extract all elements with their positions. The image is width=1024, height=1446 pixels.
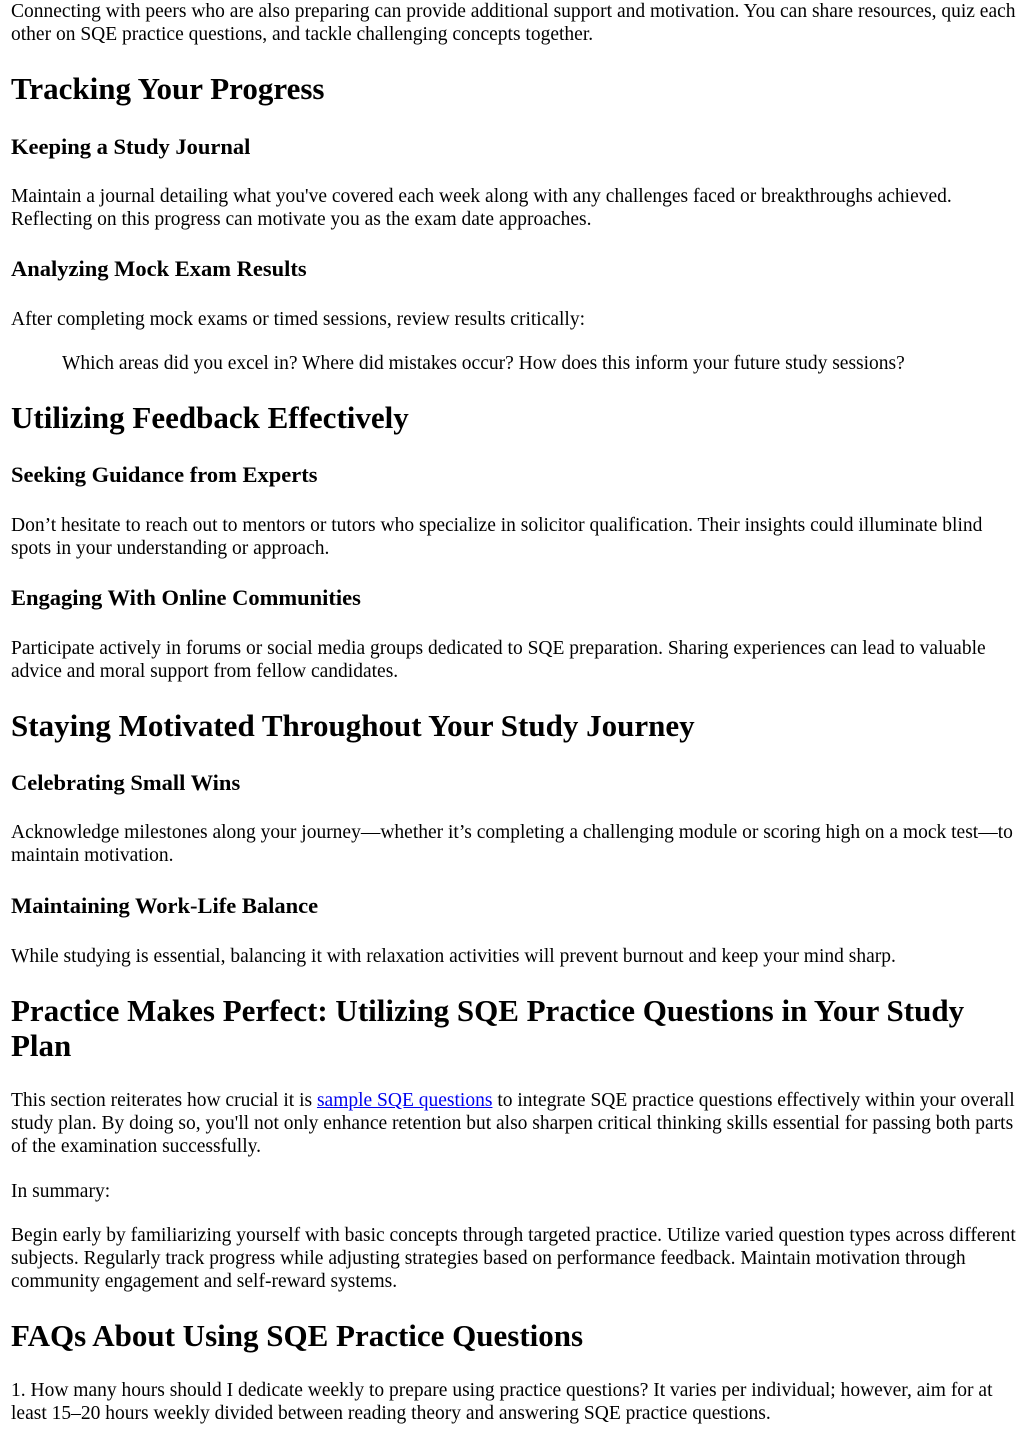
journal-heading: Keeping a Study Journal <box>11 134 251 159</box>
wins-heading: Celebrating Small Wins <box>11 770 241 795</box>
balance-heading: Maintaining Work-Life Balance <box>11 893 319 918</box>
wins-paragraph: Acknowledge milestones along your journey—whether it’s completing a challenging module or scoring high on a mock test—to maintain motivation. <box>11 822 1013 866</box>
motivation-heading: Staying Motivated Throughout Your Study Journey <box>11 708 695 743</box>
faqs-heading: FAQs About Using SQE Practice Questions <box>11 1318 584 1353</box>
mock-quote: Which areas did you excel in? Where did mistakes occur? How does this inform your future study sessions? <box>62 353 905 374</box>
online-heading: Engaging With Online Communities <box>11 585 361 610</box>
tracking-heading: Tracking Your Progress <box>11 71 325 106</box>
practice-heading: Practice Makes Perfect: Utilizing SQE Practice Questions in Your Study Plan <box>11 993 965 1063</box>
balance-paragraph: While studying is essential, balancing it with relaxation activities will prevent burnout and keep your mind sharp. <box>11 946 896 967</box>
journal-paragraph: Maintain a journal detailing what you've covered each week along with any challenges faced or breakthroughs achieved. Reflecting on this progress can motivate you as the exam date approaches. <box>11 186 952 230</box>
intro-paragraph: Connecting with peers who are also preparing can provide additional support and motivation. You can share resources, quiz each other on SQE practice questions, and tackle challenging concepts together. <box>11 1 1016 45</box>
practice-text-before: This section reiterates how crucial it is <box>11 1090 317 1111</box>
practice-paragraph <box>11 1089 1018 1158</box>
mock-paragraph: After completing mock exams or timed sessions, review results critically: <box>11 309 586 330</box>
mock-heading: Analyzing Mock Exam Results <box>11 256 307 281</box>
practice-text-after: to integrate SQE practice questions effectively within your overall study plan. By doing so, you'll not only enhance retention but also sharpen critical thinking skills essential for passing both parts of the examination successfully. <box>11 1090 1015 1157</box>
summary-paragraph: Begin early by familiarizing yourself with basic concepts through targeted practice. Utilize varied question types across different subjects. Regularly track progress while adjusting strategies based on performance feedback. Maintain motivation through community engagement and self-reward systems. <box>11 1225 1016 1292</box>
summary-label: In summary: <box>11 1181 111 1202</box>
sample-sqe-questions-link[interactable]: sample SQE questions <box>316 1090 493 1111</box>
feedback-heading: Utilizing Feedback Effectively <box>11 400 409 435</box>
online-paragraph: Participate actively in forums or social media groups dedicated to SQE preparation. Sharing experiences can lead to valuable advice and moral support from fellow candidates. <box>11 638 986 682</box>
experts-paragraph: Don’t hesitate to reach out to mentors or tutors who specialize in solicitor qualification. Their insights could illuminate blind spots in your understanding or approach. <box>11 515 983 559</box>
experts-heading: Seeking Guidance from Experts <box>11 462 318 487</box>
faq-1: 1. How many hours should I dedicate weekly to prepare using practice questions? It varies per individual; however, aim for at least 15–20 hours weekly divided between reading theory and answering SQE practice questions. <box>11 1380 993 1424</box>
